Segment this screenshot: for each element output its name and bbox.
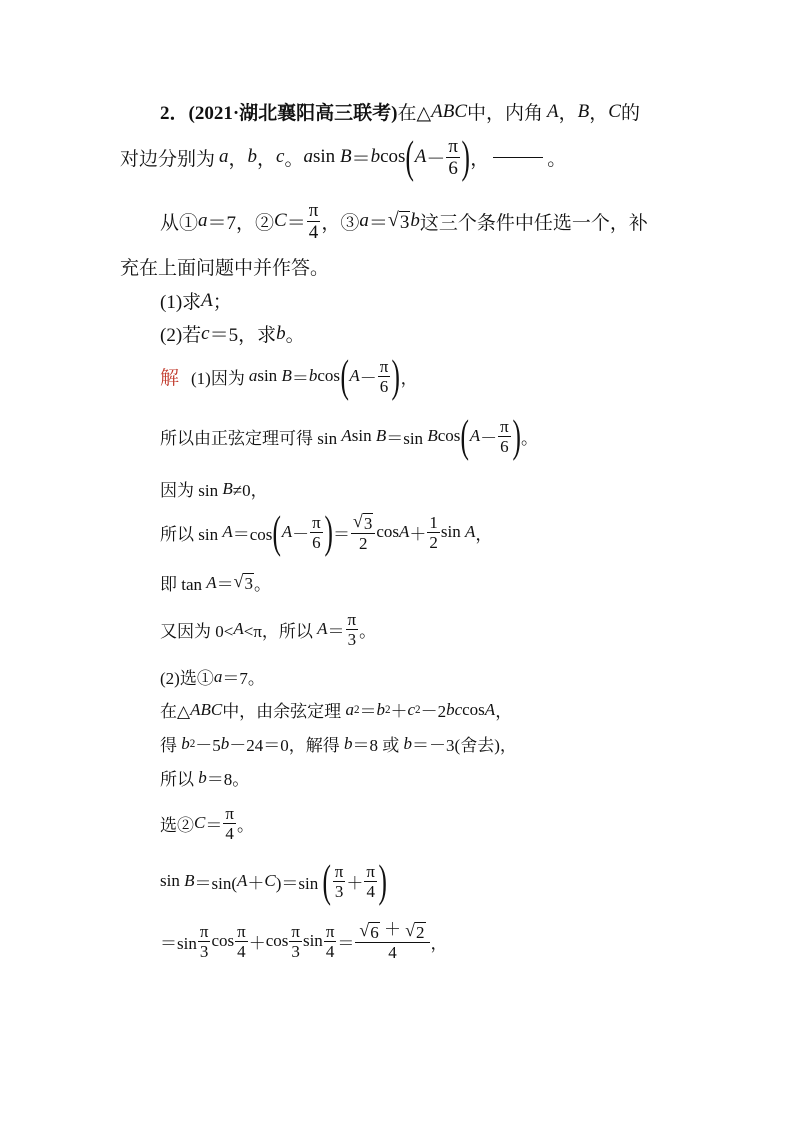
frac-den: 4: [388, 942, 397, 962]
text: －2: [420, 702, 447, 721]
text: A: [469, 426, 481, 445]
text: ＋: [346, 873, 364, 893]
text: 。: [285, 325, 305, 346]
text: b: [376, 699, 385, 719]
text: B: [375, 426, 387, 445]
text: b: [276, 322, 286, 344]
text: B: [339, 146, 352, 167]
text: ；: [212, 292, 232, 313]
text: 对边分别为: [120, 148, 216, 170]
text: ＝sin(: [194, 873, 237, 893]
left-paren: (: [340, 350, 349, 401]
frac-num: π: [325, 921, 335, 941]
text: A: [233, 619, 244, 638]
text: sin: [302, 931, 323, 950]
text: ＝8 或: [352, 736, 400, 755]
text: b: [308, 366, 318, 385]
solution-line-12: [160, 856, 387, 906]
text: cos: [376, 522, 400, 541]
sqrt: [359, 919, 379, 942]
solution-line-10: [160, 765, 249, 790]
solution-line-9: [160, 731, 517, 756]
fraction-pi-over-3: [333, 863, 346, 900]
radical-sign: √: [387, 208, 399, 231]
text: (1)因为: [191, 368, 245, 388]
frac-num: π: [312, 512, 321, 532]
text: 充在上面问题中并作答。: [120, 258, 330, 279]
text: ，: [470, 148, 490, 170]
text: C: [274, 210, 287, 231]
radical-sign: √: [359, 919, 370, 940]
text: ＝7，②: [207, 212, 275, 234]
text: a: [359, 210, 369, 231]
right-paren: ): [391, 350, 401, 401]
text: b: [403, 733, 413, 753]
text: 。: [284, 148, 304, 170]
text: B: [427, 426, 438, 445]
text: c: [201, 322, 210, 344]
text: ＋: [390, 702, 408, 721]
text: 。: [253, 575, 271, 594]
text: ABC: [431, 100, 468, 122]
text: ＝: [351, 148, 371, 170]
problem-number: 2．: [160, 103, 189, 124]
text: cos: [462, 699, 485, 719]
fraction-pi-over-6: [498, 418, 511, 455]
text: 。: [547, 148, 567, 170]
text: ＝sin: [160, 933, 197, 953]
text: A: [341, 426, 352, 445]
frac-num: π: [379, 356, 389, 376]
text: A: [201, 289, 213, 311]
frac-num: [351, 512, 375, 534]
left-paren: (: [322, 855, 332, 906]
right-paren: ): [461, 131, 470, 182]
solution-label: 解: [160, 367, 180, 389]
text: (2)若: [160, 325, 202, 346]
text: cos: [317, 366, 340, 385]
text: A: [317, 619, 328, 638]
text: sin: [351, 426, 372, 445]
text: A: [206, 572, 217, 592]
frac-num: π: [308, 199, 319, 221]
solution-line-4: [160, 506, 492, 558]
text: sin: [160, 871, 180, 890]
text: b: [410, 210, 420, 231]
text: ＝5，求: [209, 325, 277, 346]
text: ，: [558, 103, 578, 124]
text: ＝－3(舍去)，: [412, 736, 517, 755]
conditions-line-2: [120, 253, 329, 280]
right-paren: ): [378, 855, 387, 906]
text: ≠0，: [232, 481, 268, 500]
text: 2: [189, 737, 196, 750]
text: ＋: [247, 873, 265, 893]
text: sin: [313, 146, 336, 167]
text: ＝: [333, 524, 351, 544]
text: cos: [380, 146, 406, 167]
solution-line-8: [160, 697, 512, 722]
frac-num: π: [347, 609, 357, 629]
frac-num: π: [291, 921, 300, 941]
frac-num: π: [500, 416, 509, 436]
frac-den: 3: [347, 629, 357, 649]
text: ＝: [216, 575, 234, 594]
text: ABC: [190, 699, 223, 719]
text: ，: [475, 524, 493, 544]
text: a: [213, 666, 223, 686]
fraction-pi-over-3: [346, 611, 359, 648]
text: sin: [440, 522, 461, 541]
solution-line-3: [160, 476, 268, 501]
text: C: [608, 100, 621, 122]
radicand: 6: [370, 922, 379, 942]
text: A: [281, 522, 293, 541]
text: ＋: [383, 920, 401, 940]
sqrt: [234, 573, 254, 592]
text: b: [247, 146, 258, 167]
frac-den: 4: [225, 823, 234, 843]
frac-den: 3: [291, 941, 300, 961]
text: <π，所以: [243, 621, 313, 641]
text: ＝cos: [232, 524, 273, 544]
frac-den: 4: [308, 221, 319, 243]
text: b: [344, 733, 353, 753]
frac-den: 2: [429, 532, 438, 552]
text: ，③: [321, 212, 360, 234]
text: (1)求: [160, 292, 202, 313]
solution-line-13: [160, 914, 448, 968]
text: sin: [257, 366, 278, 385]
radicand: 3: [399, 211, 410, 233]
problem-source: (2021·湖北襄阳高三联考): [188, 103, 398, 124]
solution-line-7: [160, 664, 265, 689]
fraction-pi-over-6: [446, 137, 460, 178]
text: ＝: [286, 212, 306, 234]
text: ＝: [368, 212, 388, 234]
solution-line-1: [160, 352, 418, 400]
problem-line-2: [120, 132, 566, 182]
text: 这三个条件中任选一个，补: [419, 212, 648, 234]
text: A: [484, 699, 496, 719]
text: b: [220, 733, 230, 753]
text: cos: [437, 426, 461, 445]
text: 在△: [397, 103, 432, 124]
right-paren: ): [324, 506, 333, 557]
frac-num: [355, 921, 429, 943]
text: 在△: [160, 702, 191, 721]
text: －5: [195, 736, 221, 755]
text: ，: [400, 368, 418, 388]
problem-line-1: [160, 98, 640, 125]
radicand: 3: [244, 574, 253, 593]
radicand: 3: [363, 513, 373, 533]
fraction-sqrt6-plus-sqrt2-over-4: [355, 921, 429, 961]
text: cos: [265, 931, 289, 950]
text: 所以 sin: [160, 524, 219, 544]
frac-den: 4: [366, 881, 375, 901]
text: 即 tan: [160, 575, 203, 594]
text: 。: [521, 428, 539, 448]
text: ＝: [337, 933, 355, 953]
radical-sign: √: [233, 571, 244, 591]
text: 中，内角: [467, 103, 544, 124]
text: B: [281, 366, 292, 385]
sqrt: [353, 510, 373, 533]
text: a: [198, 210, 208, 231]
text: 。: [236, 815, 254, 835]
text: ＝8。: [206, 770, 250, 789]
text: 得: [160, 736, 177, 755]
text: －24＝0，解得: [229, 736, 340, 755]
text: ＝: [327, 621, 345, 641]
left-paren: (: [272, 506, 282, 557]
radical-sign: √: [405, 919, 415, 940]
text: A: [414, 146, 427, 167]
text: c: [276, 146, 285, 167]
text: a: [303, 146, 313, 167]
text: 又因为 0<: [160, 621, 234, 641]
text: b: [181, 733, 190, 753]
text: ＝: [359, 702, 377, 721]
text: )＝sin: [275, 873, 319, 893]
fraction-sqrt3-over-2: [351, 512, 375, 552]
frac-den: 3: [199, 941, 209, 961]
right-paren: ): [512, 410, 521, 461]
solution-line-5: [160, 570, 271, 595]
left-paren: (: [405, 131, 415, 182]
text: cos: [211, 931, 235, 950]
frac-num: π: [237, 921, 246, 941]
text: ，: [228, 148, 248, 170]
fraction-pi-over-4: [235, 923, 248, 960]
solution-line-6: [160, 604, 376, 654]
frac-num: π: [448, 135, 458, 157]
fraction-pi-over-4: [324, 923, 337, 960]
text: 所以: [160, 770, 194, 789]
text: ＝: [291, 368, 309, 388]
text: c: [407, 699, 416, 719]
fraction-pi-over-4: [307, 201, 321, 242]
text: B: [222, 478, 233, 498]
text: a: [345, 699, 354, 719]
text: B: [184, 871, 195, 890]
frac-den: 4: [325, 941, 335, 961]
frac-num: π: [199, 921, 209, 941]
text: 2: [415, 703, 421, 716]
fraction-pi-over-4: [364, 863, 377, 900]
frac-den: 6: [500, 436, 509, 456]
text: 。: [359, 621, 377, 641]
fraction-pi-over-3: [198, 923, 211, 960]
text: ，: [430, 933, 448, 953]
text: a: [248, 366, 258, 385]
text: C: [264, 871, 276, 890]
text: ，: [589, 103, 609, 124]
frac-num: π: [366, 861, 375, 881]
frac-num: π: [225, 803, 234, 823]
fraction-pi-over-6: [310, 514, 323, 551]
solution-line-2: [160, 412, 538, 460]
answer-blank[interactable]: [493, 156, 543, 158]
text: －: [359, 368, 377, 388]
text: ＋: [248, 933, 266, 953]
text: ＝sin: [386, 428, 424, 448]
text: －: [480, 428, 498, 448]
fraction-pi-over-6: [378, 358, 391, 395]
text: C: [194, 813, 206, 832]
text: 2: [353, 703, 360, 716]
text: A: [465, 522, 476, 541]
text: －: [426, 148, 446, 170]
text: ，: [495, 702, 513, 721]
text: ＋: [409, 524, 427, 544]
sqrt: [405, 919, 425, 942]
text: 因为 sin: [160, 481, 219, 500]
text: A: [349, 366, 360, 385]
text: 选②: [160, 815, 194, 835]
radical-sign: √: [353, 510, 363, 531]
text: A: [236, 871, 248, 890]
fraction-1-over-2: [427, 514, 440, 551]
question-1: [160, 287, 232, 314]
fraction-pi-over-4: [223, 805, 236, 842]
frac-den: 6: [312, 532, 321, 552]
fraction-pi-over-3: [289, 923, 302, 960]
frac-num: π: [334, 861, 344, 881]
text: －: [292, 524, 310, 544]
text: B: [577, 100, 590, 122]
text: b: [370, 146, 381, 167]
frac-den: 2: [358, 533, 368, 553]
question-2: [160, 320, 305, 347]
frac-den: 4: [237, 941, 246, 961]
text: 的: [620, 103, 640, 124]
frac-num: 1: [429, 512, 438, 532]
sqrt: [387, 208, 410, 233]
text: A: [547, 100, 559, 122]
text: A: [399, 522, 410, 541]
frac-den: 6: [448, 157, 458, 179]
text: b: [198, 767, 207, 787]
text: ＝: [205, 815, 223, 835]
left-paren: (: [460, 410, 470, 461]
text: ，: [257, 148, 277, 170]
frac-den: 3: [334, 881, 344, 901]
text: A: [222, 522, 233, 541]
text: (2)选①: [160, 669, 214, 688]
solution-line-11: [160, 798, 254, 848]
frac-den: 6: [379, 376, 389, 396]
radicand: 2: [416, 922, 425, 942]
text: a: [219, 146, 229, 167]
text: ＝7。: [222, 669, 265, 688]
text: 从①: [160, 212, 199, 234]
conditions-line-1: [160, 196, 648, 246]
text: 中，由余弦定理: [222, 702, 342, 721]
text: 2: [384, 703, 391, 716]
text: 所以由正弦定理可得 sin: [160, 428, 338, 448]
text: bc: [446, 699, 463, 719]
